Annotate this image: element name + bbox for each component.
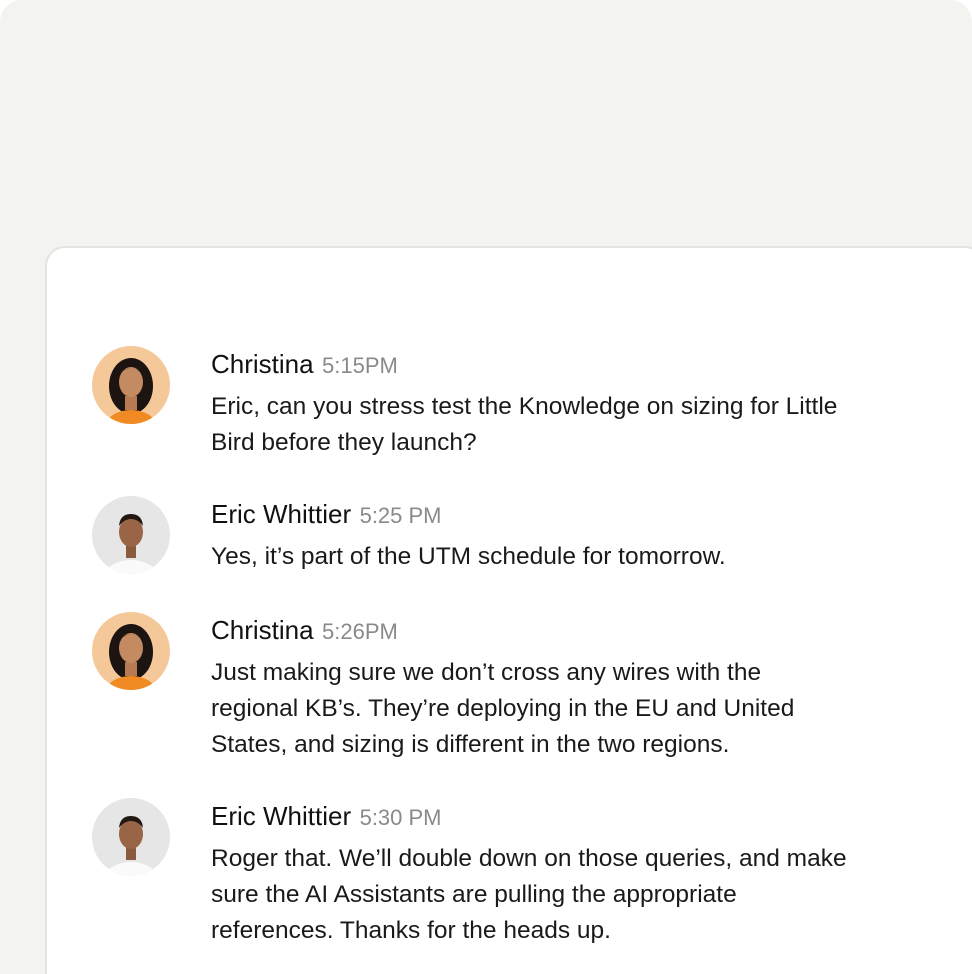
message-author: Christina bbox=[211, 615, 314, 645]
message-line: Roger that. We’ll double down on those queries, and make bbox=[211, 845, 847, 872]
message-text bbox=[211, 539, 951, 575]
message-text bbox=[211, 841, 951, 949]
message-timestamp: 5:30 PM bbox=[359, 805, 442, 830]
message-timestamp: 5:26PM bbox=[322, 619, 398, 644]
message-line: sure the AI Assistants are pulling the appropriate bbox=[211, 881, 737, 908]
message-text bbox=[211, 389, 951, 461]
eric-avatar[interactable] bbox=[92, 496, 170, 574]
christina-avatar[interactable] bbox=[92, 346, 170, 424]
message-author: Eric Whittier bbox=[211, 801, 352, 831]
message-author: Christina bbox=[211, 349, 314, 379]
message-line: regional KB’s. They’re deploying in the EU and United bbox=[211, 695, 795, 722]
chat-panel bbox=[45, 246, 972, 974]
christina-avatar[interactable] bbox=[92, 612, 170, 690]
message-author: Eric Whittier bbox=[211, 499, 352, 529]
message-line: references. Thanks for the heads up. bbox=[211, 917, 611, 944]
message-timestamp: 5:15PM bbox=[322, 353, 398, 378]
message-line: Bird before they launch? bbox=[211, 429, 477, 456]
message-line: States, and sizing is different in the two regions. bbox=[211, 731, 730, 758]
message-line: Yes, it’s part of the UTM schedule for tomorrow. bbox=[211, 543, 726, 570]
message-text bbox=[211, 655, 951, 763]
message-timestamp: 5:25 PM bbox=[359, 503, 442, 528]
message-line: Just making sure we don’t cross any wires with the bbox=[211, 659, 762, 686]
eric-avatar[interactable] bbox=[92, 798, 170, 876]
message-line: Eric, can you stress test the Knowledge on sizing for Little bbox=[211, 393, 838, 420]
